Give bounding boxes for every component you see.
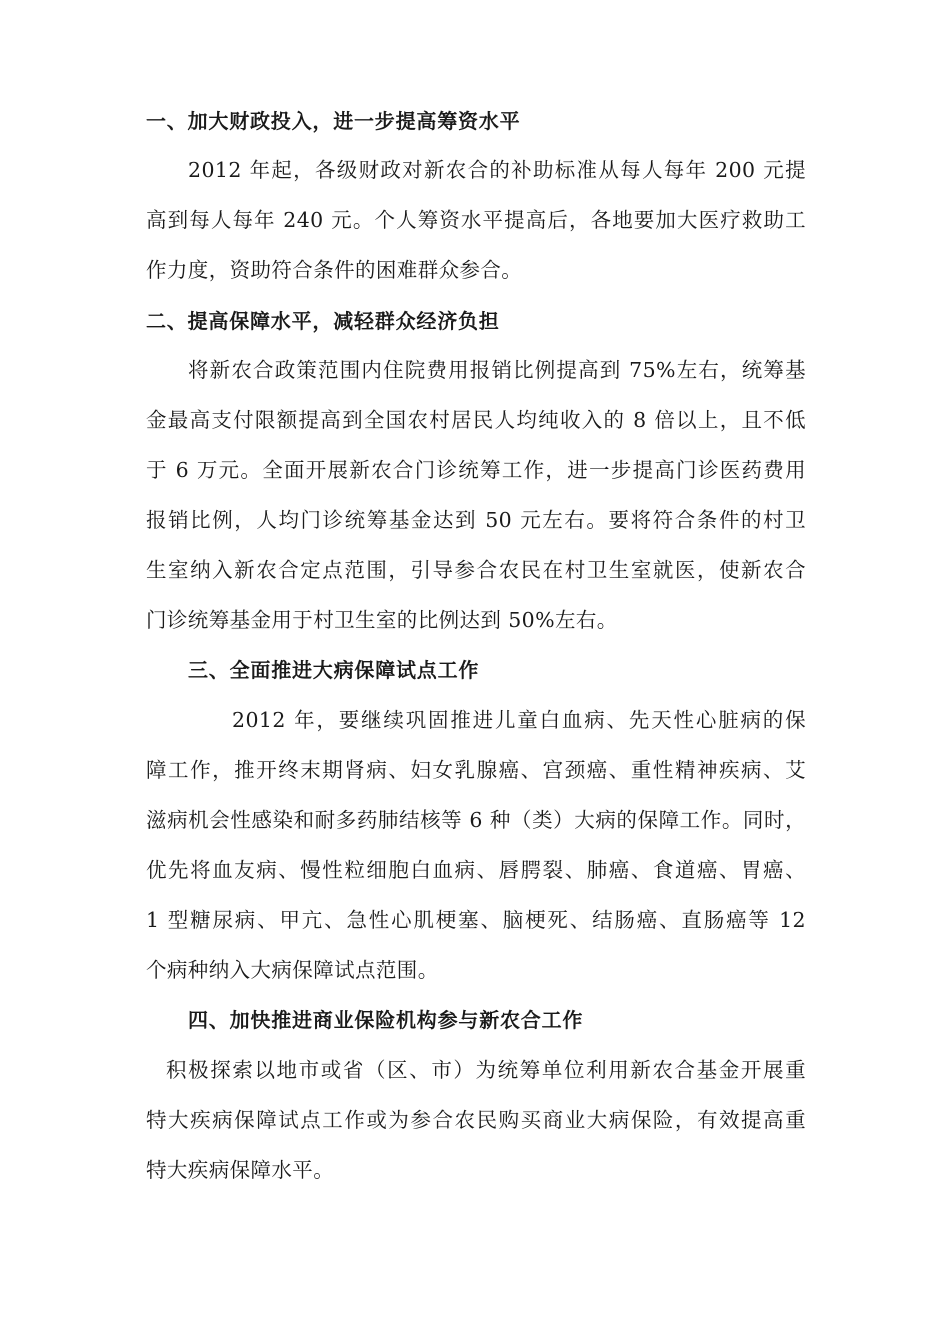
section-4-heading: 四、加快推进商业保险机构参与新农合工作 (188, 1008, 584, 1032)
section-1-line-1: 2012 年起，各级财政对新农合的补助标准从每人每年 200 元提 (188, 158, 806, 182)
section-3-heading: 三、全面推进大病保障试点工作 (188, 658, 480, 682)
section-3-line-2: 障工作，推开终末期肾病、妇女乳腺癌、宫颈癌、重性精神疾病、艾 (146, 758, 806, 782)
section-2-line-3: 于 6 万元。全面开展新农合门诊统筹工作，进一步提高门诊医药费用 (146, 458, 806, 482)
section-2-line-4: 报销比例，人均门诊统筹基金达到 50 元左右。要将符合条件的村卫 (146, 508, 806, 532)
section-1-line-2: 高到每人每年 240 元。个人筹资水平提高后，各地要加大医疗救助工 (146, 208, 806, 232)
section-2-line-1: 将新农合政策范围内住院费用报销比例提高到 75%左右，统筹基 (188, 358, 806, 382)
section-1-line-3: 作力度，资助符合条件的困难群众参合。 (146, 258, 523, 282)
section-2-line-6: 门诊统筹基金用于村卫生室的比例达到 50%左右。 (146, 608, 618, 632)
section-2-line-2: 金最高支付限额提高到全国农村居民人均纯收入的 8 倍以上，且不低 (146, 408, 806, 432)
section-3-line-3: 滋病机会性感染和耐多药肺结核等 6 种（类）大病的保障工作。同时， (146, 808, 806, 832)
section-2-line-5: 生室纳入新农合定点范围，引导参合农民在村卫生室就医，使新农合 (146, 558, 806, 582)
section-3-line-6: 个病种纳入大病保障试点范围。 (146, 958, 439, 982)
section-4-line-3: 特大疾病保障水平。 (146, 1158, 335, 1182)
section-3-line-4: 优先将血友病、慢性粒细胞白血病、唇腭裂、肺癌、食道癌、胃癌、 (146, 858, 806, 882)
section-4-line-2: 特大疾病保障试点工作或为参合农民购买商业大病保险，有效提高重 (146, 1108, 806, 1132)
section-1-heading: 一、加大财政投入，进一步提高筹资水平 (146, 109, 521, 133)
section-4-line-1: 积极探索以地市或省（区、市）为统筹单位利用新农合基金开展重 (166, 1058, 806, 1082)
section-3-line-5: 1 型糖尿病、甲亢、急性心肌梗塞、脑梗死、结肠癌、直肠癌等 12 (146, 908, 806, 932)
section-2-heading: 二、提高保障水平，减轻群众经济负担 (146, 309, 500, 333)
section-3-line-1: 2012 年，要继续巩固推进儿童白血病、先天性心脏病的保 (232, 708, 806, 732)
